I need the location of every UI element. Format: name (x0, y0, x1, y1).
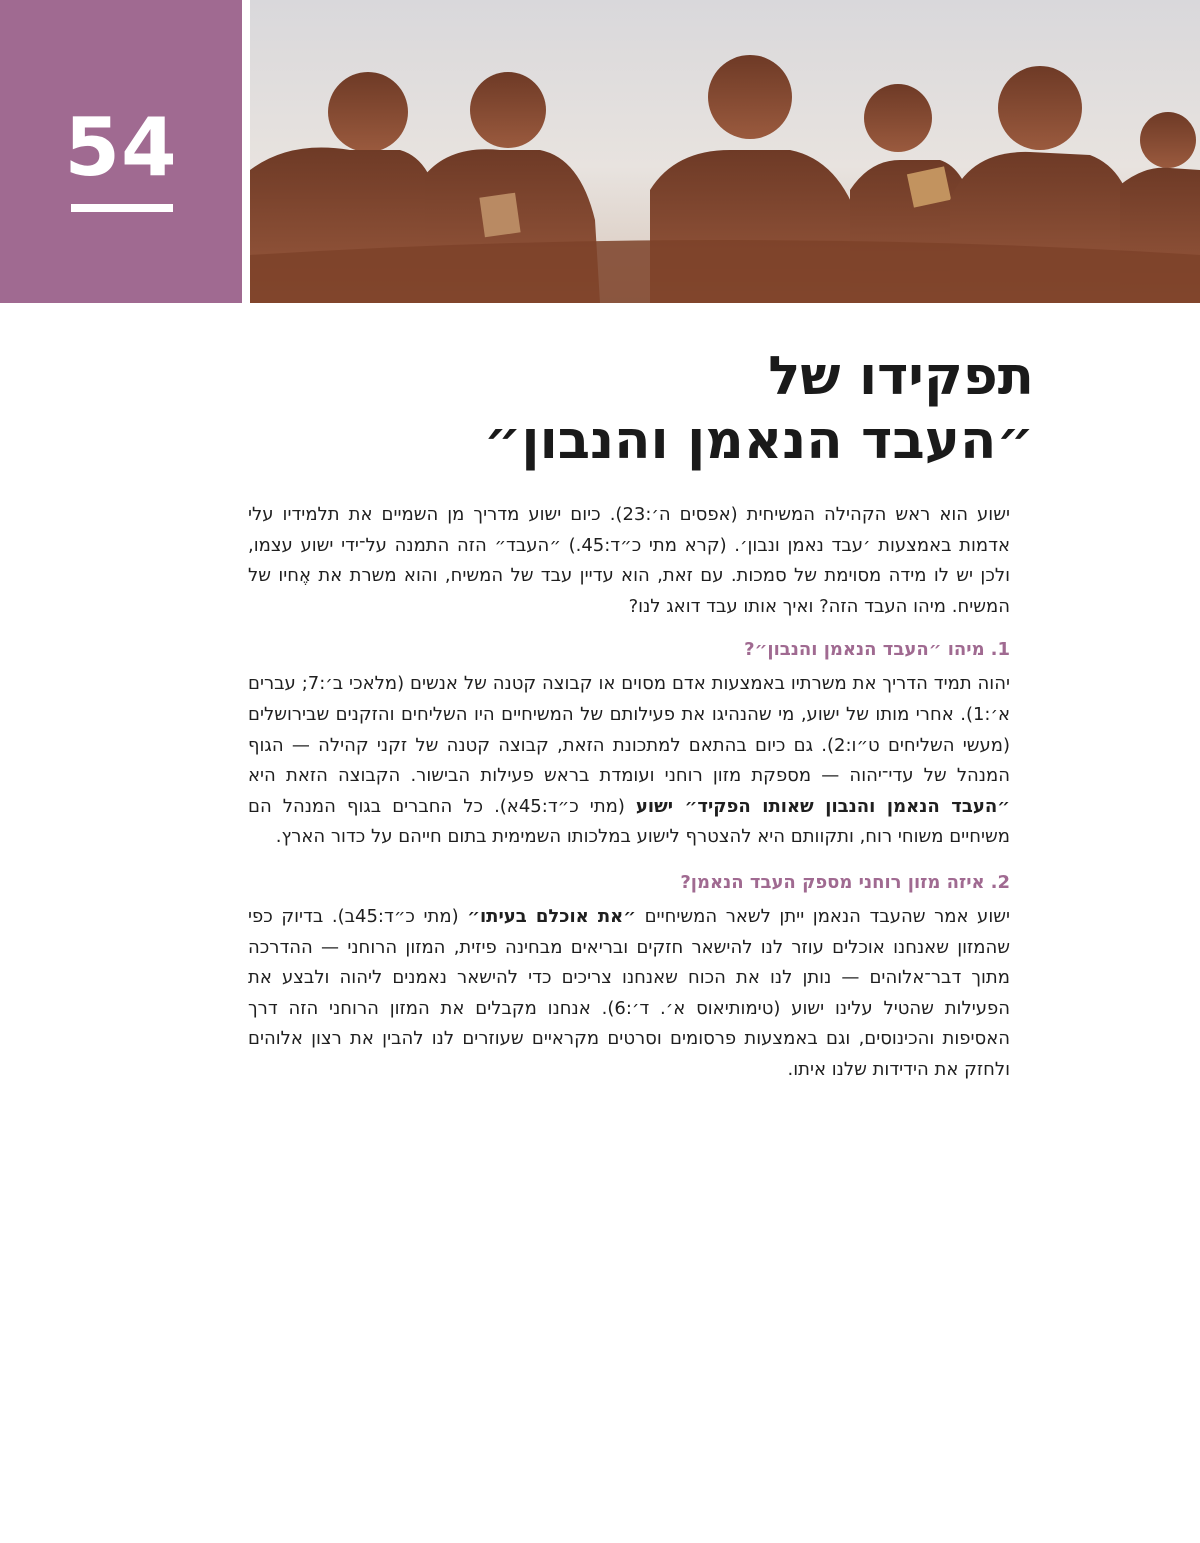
person-silhouette (998, 66, 1082, 150)
page-title-line-1: תפקידו של (768, 346, 1034, 407)
section-text: יהוה תמיד הדריך את משרתיו באמצעות אדם מסוים או קבוצה קטנה של אנשים (מלאכי ב׳:7; עברים א׳:1). אחרי מותו של ישוע, מי שהנהיגו את פעילותם של המשיחיים היו השליחים והזקנים שבירושלים (מעשי השליחים ט״ו:2). גם כיום בהתאם למתכונת הזאת, קבוצה קטנה של זקני קהילה — הגוף המנהל של עדי־יהוה — מספקת מזון רוחני ועומדת בראש פעילות הבישור. הקבוצה הזאת היא (248, 673, 1010, 787)
open-book (479, 193, 520, 238)
person-silhouette (470, 72, 546, 148)
section-text: (מתי כ״ד:45ב). בדיוק כפי שהמזון שאנחנו אוכלים עוזר לנו להישאר חזקים ובריאים מבחינה פיזית, המזון הרוחני — ההדרכה מתוך דבר־אלוהים — נותן לנו את הכוח שאנחנו צריכים כדי להישאר נאמנים ליהוה ולבצע את הפעילות שהטיל עלינו ישוע (טימותיאוס א׳. ד׳:6). אנחנו מקבלים את המזון הרוחני הזה דרך האסיפות והכינוסים, וגם באמצעות פרסומים וסרטים מקראיים שעוזרים לנו להבין את רצון אלוהים ולחזק את הידידות שלנו איתו. (248, 905, 1010, 1080)
men-at-meeting-table-photo-icon (250, 0, 1200, 303)
person-silhouette (708, 55, 792, 139)
section-text: (מתי כ״ד:45א). כל החברים בגוף המנהל הם משיחיים משוחי רוח, ותקוותם היא להצטרף לישוע במלכותו השמימית בתום חייהם על כדור הארץ. (248, 795, 1010, 848)
person-silhouette (1140, 112, 1196, 168)
person-silhouette (864, 84, 932, 152)
section-2-paragraph (248, 902, 1010, 1086)
page-title (274, 345, 1034, 473)
question-text: איזה מזון רוחני מספק העבד הנאמן? (680, 871, 985, 893)
page-title-line-2: ״העבד הנאמן והנבון״ (483, 410, 1034, 471)
question-number: 1. (990, 639, 1010, 661)
question-heading-2 (248, 868, 1010, 898)
section-bold-text: ״את אוכלם בעיתו״ (467, 905, 637, 927)
question-number: 2. (990, 871, 1010, 893)
section-bold-text: ״העבד הנאמן והנבון שאותו הפקיד״ ישוע (635, 795, 1010, 817)
lesson-number-underline (71, 204, 173, 212)
header-photo (250, 0, 1200, 303)
question-text: מיהו ״העבד הנאמן והנבון״? (744, 639, 985, 661)
meeting-table (250, 240, 1200, 303)
lesson-number-badge (0, 0, 242, 303)
question-heading-1 (248, 635, 1010, 665)
section-1-paragraph (248, 669, 1010, 853)
person-silhouette (328, 72, 408, 152)
section-text: ישוע אמר שהעבד הנאמן ייתן לשאר המשיחיים (636, 905, 1011, 927)
article-body (248, 500, 1010, 1086)
intro-paragraph: ישוע הוא ראש הקהילה המשיחית (אפסים ה׳:23). כיום ישוע מדריך מן השמיים את תלמידיו עלי אדמות באמצעות ׳עבד נאמן ונבון׳. (קרא מתי כ״ד:45.) ״העבד״ הזה התמנה על־ידי ישוע עצמו, ולכן יש לו מידה מסוימת של סמכות. עם זאת, הוא עדיין עבד של המשיח, והוא משרת את אֶחיו של המשיח. מיהו העבד הזה? ואיך אותו עבד דואג לנו? (248, 504, 1010, 617)
lesson-number: 54 (64, 101, 178, 194)
